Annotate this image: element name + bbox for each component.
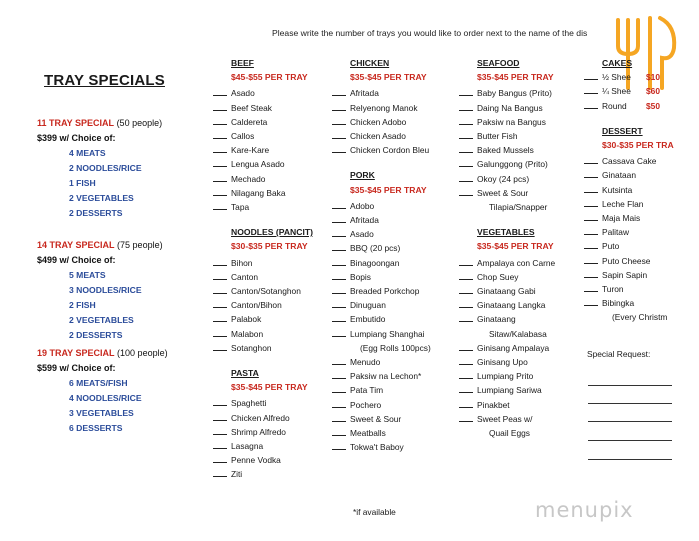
menu-item: Nilagang Baka (213, 186, 313, 200)
category-vegetables-price: $35-$45 PER TRAY (477, 241, 554, 252)
menu-item: Daing Na Bangus (459, 101, 555, 115)
special-item: 5 MEATS (69, 270, 106, 280)
menu-item: Puto (584, 239, 674, 253)
menu-item: Afritada (332, 86, 431, 100)
menupix-watermark: menupix (535, 498, 634, 522)
category-seafood-price: $35-$45 PER TRAY (477, 72, 554, 83)
menu-item: Butter Fish (459, 129, 555, 143)
menu-item: Okoy (24 pcs) (459, 172, 555, 186)
menu-item: Lasagna (213, 439, 313, 453)
menu-item: Pochero (332, 398, 431, 412)
category-dessert-price: $30-$35 PER TRA (602, 140, 674, 151)
menu-item: Sotanghon (213, 341, 313, 355)
special-request-line (588, 403, 672, 404)
category-cakes-title: CAKES (602, 58, 633, 68)
menu-item: Sapin Sapin (584, 268, 674, 282)
cake-price: $10 (646, 72, 660, 83)
special-item: 3 NOODLES/RICE (69, 285, 142, 295)
special-item: 6 MEATS/FISH (69, 378, 128, 388)
category-chicken-title: CHICKEN (350, 58, 390, 68)
category-pork-title: PORK (350, 170, 375, 181)
menu-item: Bibingka (584, 296, 674, 310)
menu-item: Palitaw (584, 225, 674, 239)
menu-item: Cassava Cake (584, 154, 674, 168)
special-item: 2 VEGETABLES (69, 315, 134, 325)
special-item: 2 DESSERTS (69, 208, 123, 218)
cake-price: $60 (646, 86, 660, 97)
special-request-line (588, 385, 672, 386)
special-people: (75 people) (117, 240, 163, 250)
menu-item: Callos (213, 129, 313, 143)
menu-item: Chicken Asado (332, 129, 431, 143)
menu-item: Spaghetti (213, 396, 313, 410)
special-people: (100 people) (117, 348, 168, 358)
special-request-label: Special Request: (587, 349, 651, 359)
menu-item-note: Quail Eggs (489, 428, 530, 439)
page-title: TRAY SPECIALS (44, 72, 165, 89)
category-pasta-price: $35-$45 PER TRAY (231, 382, 308, 393)
menu-item (584, 70, 674, 84)
category-pork-price: $35-$45 PER TRAY (350, 184, 427, 195)
special-item: 6 DESSERTS (69, 423, 123, 433)
cake-name: ¼ Shee (602, 86, 631, 97)
menu-item: Kare-Kare (213, 143, 313, 157)
menu-item: Beef Steak (213, 101, 313, 115)
cake-name: Round (602, 100, 627, 111)
menu-item: Caldereta (213, 115, 313, 129)
category-vegetables-title: VEGETABLES (477, 227, 535, 238)
menu-item: Asado (332, 227, 431, 241)
menu-item: Chicken Alfredo (213, 411, 313, 425)
cake-price: $50 (646, 100, 660, 111)
menu-item: Ginisang Upo (459, 355, 555, 369)
menu-item: Puto Cheese (584, 254, 674, 268)
menu-item: Afritada (332, 213, 431, 227)
menu-item: Chicken Cordon Bleu (332, 143, 431, 157)
special-title: 11 TRAY SPECIAL (37, 118, 115, 128)
menu-item: Malabon (213, 327, 313, 341)
special-item: 2 FISH (69, 300, 96, 310)
tray-special-19 (37, 346, 168, 436)
menu-item: Bopis (332, 270, 431, 284)
menu-item: Embutido (332, 312, 431, 326)
menu-item-note: Tilapia/Snapper (489, 202, 548, 213)
special-item: 3 VEGETABLES (69, 408, 134, 418)
menu-item: Paksiw na Lechon* (332, 369, 431, 383)
menu-item: Penne Vodka (213, 453, 313, 467)
special-request-line (588, 421, 672, 422)
special-price: $399 w/ Choice of: (37, 133, 116, 143)
menu-item (584, 84, 674, 98)
menu-item: Leche Flan (584, 197, 674, 211)
menu-item: Dinuguan (332, 298, 431, 312)
menu-item: Turon (584, 282, 674, 296)
menu-item: Lumpiang Prito (459, 369, 555, 383)
menu-item: Ginataang Langka (459, 298, 555, 312)
special-item: 2 NOODLES/RICE (69, 163, 142, 173)
menu-item: Sweet Peas w/ (459, 412, 555, 426)
menu-item (584, 99, 674, 113)
menu-item: BBQ (20 pcs) (332, 241, 431, 255)
menu-item: Chicken Adobo (332, 115, 431, 129)
menu-item: Sweet & Sour (459, 186, 555, 200)
menu-item: Canton/Sotanghon (213, 284, 313, 298)
order-instructions: Please write the number of trays you would like to order next to the name of the dis (272, 28, 588, 38)
menu-item: Shrimp Alfredo (213, 425, 313, 439)
menu-item: Chop Suey (459, 270, 555, 284)
menu-item: Sweet & Sour (332, 412, 431, 426)
menu-item: Ziti (213, 467, 313, 481)
menu-item: Tokwa't Baboy (332, 440, 431, 454)
column-chicken-pork (332, 56, 431, 454)
category-noodles-price: $30-$35 PER TRAY (231, 241, 308, 252)
special-item: 1 FISH (69, 178, 96, 188)
menu-item: Adobo (332, 199, 431, 213)
menu-item: Kutsinta (584, 183, 674, 197)
menu-item: Ginisang Ampalaya (459, 341, 555, 355)
menu-item: Paksiw na Bangus (459, 115, 555, 129)
menu-item: Pinakbet (459, 398, 555, 412)
column-cakes-dessert (584, 56, 674, 325)
menu-item-note: (Egg Rolls 100pcs) (360, 342, 431, 353)
menu-item: Canton (213, 270, 313, 284)
menu-item: Tapa (213, 200, 313, 214)
special-price: $599 w/ Choice of: (37, 363, 116, 373)
menu-item: Asado (213, 86, 313, 100)
menu-item: Breaded Porkchop (332, 284, 431, 298)
tray-special-14 (37, 238, 163, 343)
special-item: 4 NOODLES/RICE (69, 393, 142, 403)
category-chicken-price: $35-$45 PER TRAY (350, 72, 427, 83)
menu-item: Meatballs (332, 426, 431, 440)
menu-item: Palabok (213, 312, 313, 326)
special-title: 19 TRAY SPECIAL (37, 348, 115, 358)
menu-item: Bihon (213, 256, 313, 270)
menu-item: Canton/Bihon (213, 298, 313, 312)
category-beef-price: $45-$55 PER TRAY (231, 72, 308, 83)
menu-item: Ginataang Gabi (459, 284, 555, 298)
menu-item: Maja Mais (584, 211, 674, 225)
category-dessert-title: DESSERT (602, 125, 643, 136)
menu-item-note: Sitaw/Kalabasa (489, 328, 547, 339)
special-people: (50 people) (116, 118, 163, 128)
special-item: 2 VEGETABLES (69, 193, 134, 203)
tray-special-11 (37, 116, 162, 221)
special-item: 4 MEATS (69, 148, 106, 158)
category-seafood-title: SEAFOOD (477, 58, 520, 68)
menu-item: Mechado (213, 172, 313, 186)
menu-item: Baked Mussels (459, 143, 555, 157)
category-beef-title: BEEF (231, 58, 254, 68)
special-request-line (588, 440, 672, 441)
menu-item: Baby Bangus (Prito) (459, 86, 555, 100)
menu-item: Lumpiang Shanghai (332, 327, 431, 341)
menu-item: Binagoongan (332, 256, 431, 270)
menu-item: Pata Tim (332, 383, 431, 397)
special-price: $499 w/ Choice of: (37, 255, 116, 265)
menu-item: Menudo (332, 355, 431, 369)
category-pasta-title: PASTA (231, 368, 259, 379)
menu-item: Galunggong (Prito) (459, 157, 555, 171)
column-beef-noodles-pasta (213, 56, 313, 482)
column-seafood-vegetables (459, 56, 555, 440)
special-title: 14 TRAY SPECIAL (37, 240, 115, 250)
menu-item-note: (Every Christm (612, 312, 668, 323)
special-request-line (588, 459, 672, 460)
menu-item: Ginataang (459, 312, 555, 326)
menu-item: Ampalaya con Carne (459, 256, 555, 270)
menu-item: Lumpiang Sariwa (459, 383, 555, 397)
special-item: 2 DESSERTS (69, 330, 123, 340)
menu-item: Relyenong Manok (332, 101, 431, 115)
menu-item: Ginataan (584, 168, 674, 182)
menu-item: Lengua Asado (213, 157, 313, 171)
availability-footnote: *if available (353, 507, 396, 517)
category-noodles-title: NOODLES (PANCIT) (231, 227, 313, 238)
cake-name: ½ Shee (602, 72, 631, 83)
